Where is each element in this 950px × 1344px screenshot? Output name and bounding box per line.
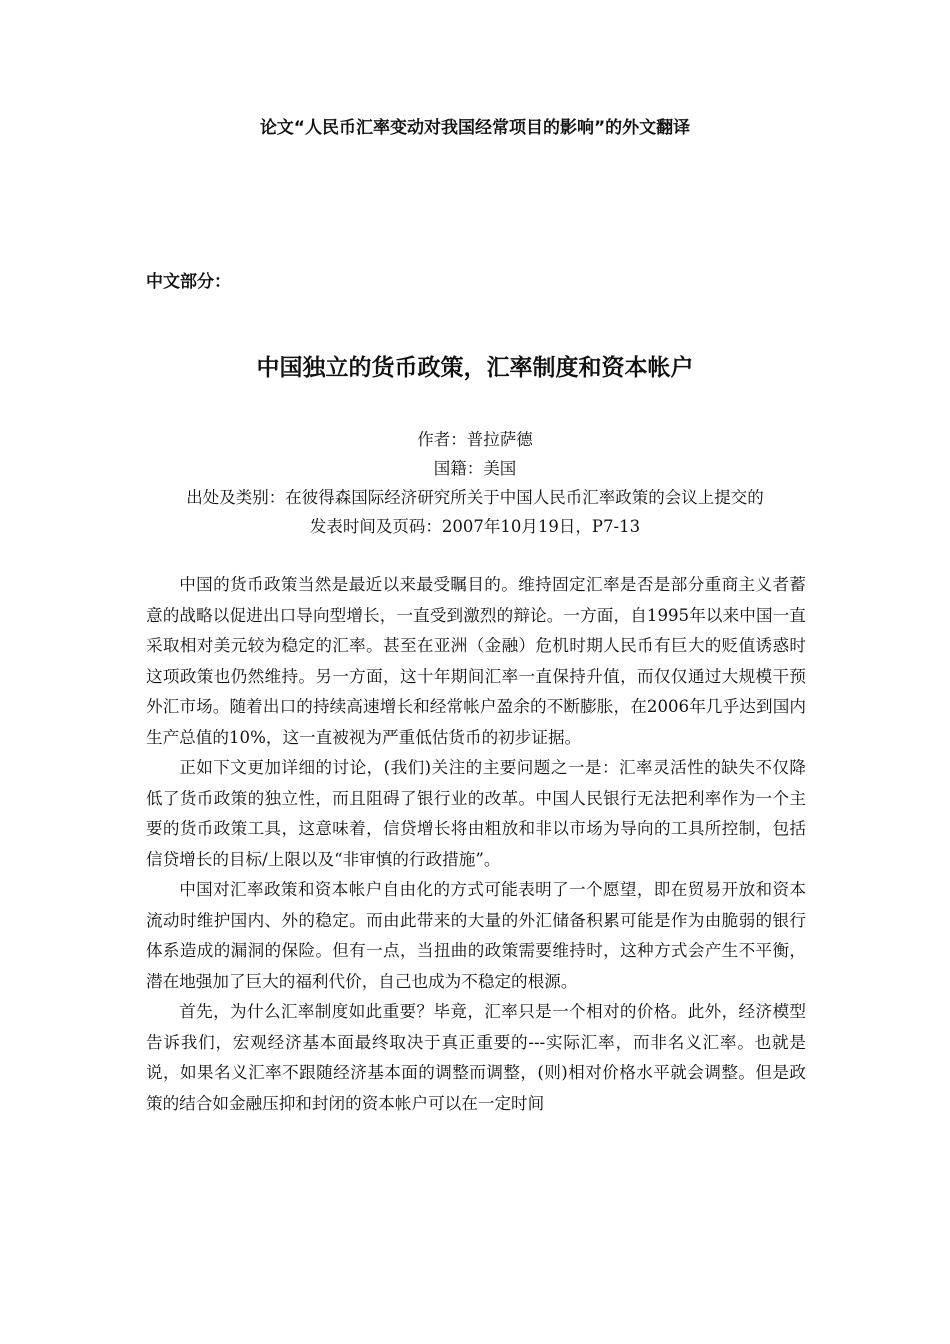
thesis-header-title: 论文“人民币汇率变动对我国经常项目的影响”的外文翻译 [259, 118, 691, 138]
paragraph: 中国的货币政策当然是最近以来最受瞩目的。维持固定汇率是否是部分重商主义者蓄意的战略以促进出口导向型增长，一直受到激烈的辩论。一方面，自1995年以来中国一直采取相对美元较为稳定的汇率。甚至在亚洲（金融）危机时期人民币有巨大的贬值诱惑时这项政策也仍然维持。另一方面，这十年期间汇率一直保持升值，而仅仅通过大规模干预外汇市场。随着出口的持续高速增长和经常帐户盈余的不断膨胀，在2006年几乎达到国内生产总值的10%，这一直被视为严重低估货币的初步证据。 [146, 575, 806, 747]
section-label: 中文部分： [146, 272, 231, 292]
article-author: 作者：普拉萨德 [417, 430, 533, 449]
article-nationality: 国籍：美国 [433, 459, 517, 478]
article-published: 发表时间及页码：2007年10月19日，P7-13 [309, 517, 641, 536]
article-meta [130, 425, 820, 541]
article-source: 出处及类别：在彼得森国际经济研究所关于中国人民币汇率政策的会议上提交的 [186, 488, 764, 507]
paragraph: 首先，为什么汇率制度如此重要？毕竟，汇率只是一个相对的价格。此外，经济模型告诉我们，宏观经济基本面最终取决于真正重要的---实际汇率，而非名义汇率。也就是说，如果名义汇率不跟随经济基本面的调整而调整，(则)相对价格水平就会调整。但是政策的结合如金融压抑和封闭的资本帐户可以在一定时间 [146, 1002, 806, 1113]
paragraph: 正如下文更加详细的讨论，(我们)关注的主要问题之一是：汇率灵活性的缺失不仅降低了货币政策的独立性，而且阻碍了银行业的改革。中国人民银行无法把利率作为一个主要的货币政策工具，这意味着，信贷增长将由粗放和非以市场为导向的工具所控制，包括信贷增长的目标/上限以及“非审慎的行政措施”。 [146, 758, 806, 869]
article-body [146, 570, 806, 1119]
article-title: 中国独立的货币政策，汇率制度和资本帐户 [256, 355, 694, 381]
paragraph: 中国对汇率政策和资本帐户自由化的方式可能表明了一个愿望，即在贸易开放和资本流动时维护国内、外的稳定。而由此带来的大量的外汇储备积累可能是作为由脆弱的银行体系造成的漏洞的保险。但有一点，当扭曲的政策需要维持时，这种方式会产生不平衡，潜在地强加了巨大的福利代价，自己也成为不稳定的根源。 [146, 880, 806, 991]
